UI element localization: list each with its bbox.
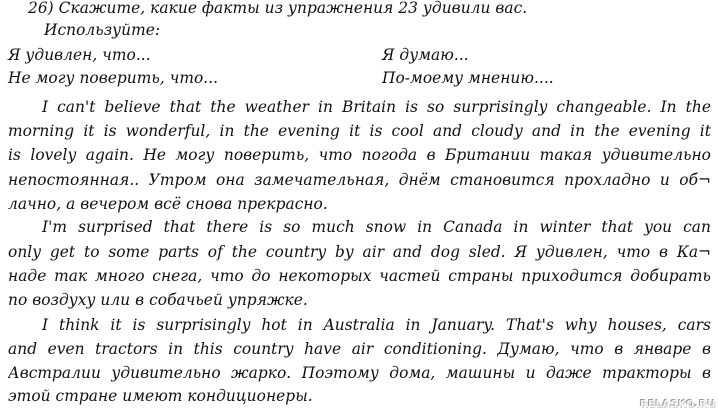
exercise-title: 26) Скажите, какие факты из упражнения 23 удивили вас. xyxy=(28,0,528,17)
paragraph-1-line-2: morning it is wonderful, in the evening it is cool and cloudy and in the evening it xyxy=(8,122,711,140)
paragraph-3-line-2: and even tractors in this country have air conditioning. Думаю, что в январе в xyxy=(8,340,711,358)
paragraph-1-line-1: I can't believe that the weather in Britain is so surprisingly changeable. In the xyxy=(42,98,711,116)
phrase-item: Я думаю... xyxy=(382,46,469,64)
use-label: Используйте: xyxy=(44,21,161,39)
paragraph-3-line-1: I think it is surprisingly hot in Australia in January. That's why houses, cars xyxy=(42,316,711,334)
paragraph-3-line-3: Австралии удивительно жарко. Поэтому дома, машины и даже тракторы в xyxy=(8,364,711,382)
phrase-row-1 xyxy=(0,44,719,67)
phrase-item: Я удивлен, что... xyxy=(8,46,151,64)
paragraph-3-line-4: этой стране имеют кондиционеры. xyxy=(8,387,313,405)
paragraph-1-line-5: лачно, а вечером всё снова прекрасно. xyxy=(8,195,328,213)
paragraph-1-line-4: непостоянная.. Утром она замечательная, днём становится прохладно и об¬ xyxy=(8,171,711,189)
paragraph-1-line-3: is lovely again. Не могу поверить, что погода в Британии такая удивительно xyxy=(8,146,711,164)
paragraph-2-line-4: по воздуху или в собачьей упряжке. xyxy=(8,291,308,309)
phrase-row-2 xyxy=(0,67,719,90)
site-watermark: RELASKO.RU xyxy=(639,399,716,410)
paragraph-2-line-3: наде так много снега, что до некоторых частей страны приходится добирать xyxy=(8,267,711,285)
paragraph-2-line-1: I'm surprised that there is so much snow in Canada in winter that you can xyxy=(42,218,711,236)
phrase-item: Не могу поверить, что... xyxy=(8,69,219,87)
paragraph-2-line-2: only get to some parts of the country by air and dog sled. Я удивлен, что в Ка¬ xyxy=(8,243,711,261)
phrase-item: По-моему мнению.... xyxy=(382,69,554,87)
